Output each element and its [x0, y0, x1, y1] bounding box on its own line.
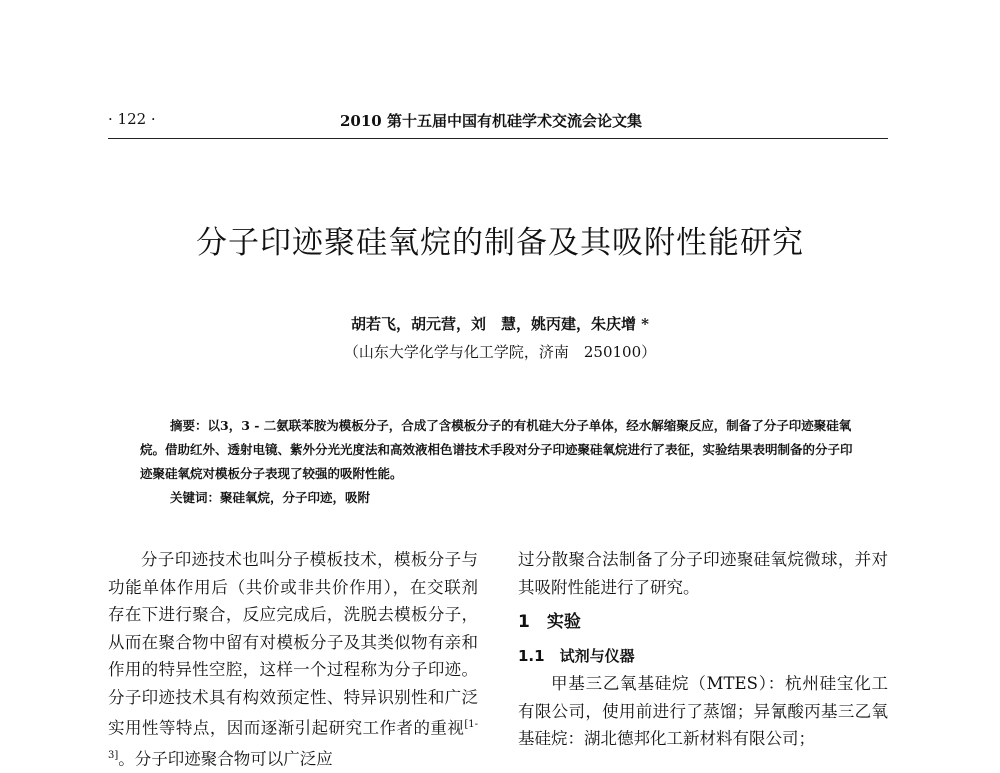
intro-text: 分子印迹技术也叫分子模板技术，模板分子与功能单体作用后（共价或非共价作用），在交联剂存在下进行聚合，反应完成后，洗脱去模板分子，从而在聚合物中留有对模板分子及其类似物有亲和作用的特异性空腔，这样一个过程称为分子印迹。分子印迹技术具有构效预定性、特异识别性和广泛实用性等特点，因而逐渐引起研究工作者的重视	[108, 550, 478, 738]
citation: [1-3]	[108, 719, 478, 761]
keywords-text: 聚硅氧烷，分子印迹，吸附	[220, 490, 371, 505]
abstract-label: 摘要：	[170, 418, 208, 433]
running-title: 2010 第十五届中国有机硅学术交流会论文集	[340, 112, 642, 130]
header-rule	[108, 138, 888, 139]
keywords-line	[170, 486, 860, 510]
body-right-column	[518, 546, 888, 753]
subsection-heading: 1.1 试剂与仪器	[518, 646, 635, 665]
materials-paragraph: 甲基三乙氧基硅烷（MTES）：杭州硅宝化工有限公司，使用前进行了蒸馏；异氰酸丙基三乙氧基硅烷：湖北德邦化工新材料有限公司；	[518, 674, 888, 748]
body-left-column	[108, 546, 478, 773]
running-header	[108, 110, 888, 140]
abstract-text: 以3，3 - 二氨联苯胺为模板分子，合成了含模板分子的有机硅大分子单体，经水解缩聚反应，制备了分子印迹聚硅氧烷。借助红外、透射电镜、紫外分光光度法和高效液相色谱技术手段对分子印迹聚硅氧烷进行了表征，实验结果表明制备的分子印迹聚硅氧烷对模板分子表现了较强的吸附性能。	[140, 418, 853, 481]
page-number: · 122 ·	[108, 110, 156, 128]
section-heading: 1 实验	[518, 612, 581, 632]
abstract-paragraph	[140, 414, 860, 486]
intro-tail: 。分子印迹聚合物可以广泛应	[118, 749, 333, 769]
keywords-label: 关键词：	[170, 490, 221, 505]
affiliation: （山东大学化学与化工学院，济南 250100）	[343, 343, 657, 361]
continued-paragraph: 过分散聚合法制备了分子印迹聚硅氧烷微球，并对其吸附性能进行了研究。	[518, 550, 888, 597]
paper-title: 分子印迹聚硅氧烷的制备及其吸附性能研究	[196, 225, 804, 261]
author-list: 胡若飞，胡元营，刘 慧，姚丙建，朱庆增 *	[350, 315, 650, 333]
abstract-block	[140, 414, 860, 510]
intro-paragraph	[108, 546, 478, 773]
